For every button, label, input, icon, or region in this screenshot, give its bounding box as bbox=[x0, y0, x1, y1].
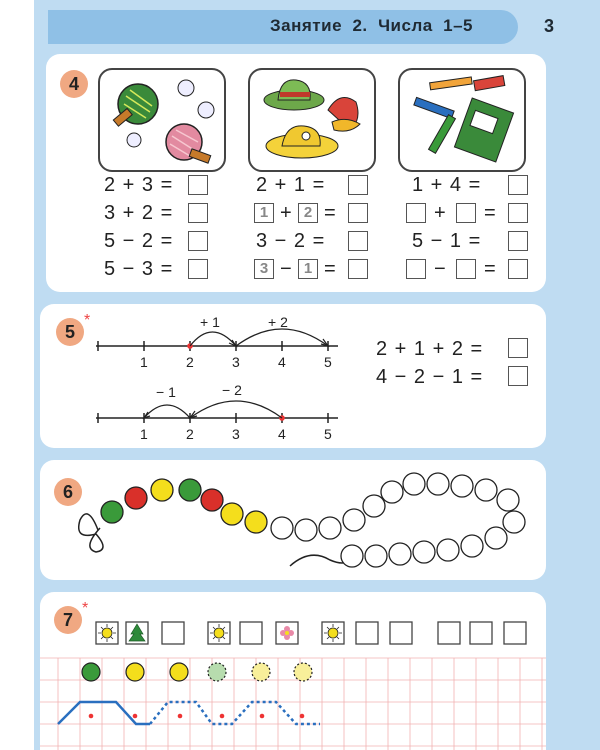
task4-operator: = bbox=[484, 258, 497, 280]
circle-green bbox=[82, 663, 100, 681]
zigzag-dotted bbox=[150, 702, 320, 724]
arc-label: + 1 bbox=[200, 314, 220, 330]
tick-label: 2 bbox=[186, 354, 194, 370]
circle-dotted-yellow bbox=[294, 663, 312, 681]
task5-number: 5 bbox=[56, 318, 84, 346]
task4-eq: 5 − 3 = bbox=[104, 258, 174, 280]
empty-box bbox=[438, 622, 460, 644]
task4-number: 4 bbox=[60, 70, 88, 98]
circle-yellow bbox=[170, 663, 188, 681]
task4-eq: 1 + 4 = bbox=[412, 174, 482, 196]
empty-box bbox=[240, 622, 262, 644]
task4-eq: 3 + 2 = bbox=[104, 202, 174, 224]
tick-label: 3 bbox=[232, 426, 240, 442]
arc-label: − 1 bbox=[156, 384, 176, 400]
task4-operator: = bbox=[484, 202, 497, 224]
dotted-digit-box[interactable]: 1 bbox=[298, 259, 318, 279]
task4-operator: − bbox=[434, 258, 447, 280]
page-number: 3 bbox=[544, 16, 555, 36]
zigzag-dots bbox=[89, 714, 305, 719]
task4-eq: 5 − 1 = bbox=[412, 230, 482, 252]
circle-dotted-green bbox=[208, 663, 226, 681]
tick-label: 3 bbox=[232, 354, 240, 370]
task7-number: 7 bbox=[54, 606, 82, 634]
task4-operator: − bbox=[280, 258, 293, 280]
empty-box bbox=[162, 622, 184, 644]
dotted-digit-box[interactable]: 1 bbox=[254, 203, 274, 223]
empty-box bbox=[390, 622, 412, 644]
arc-label: − 2 bbox=[222, 382, 242, 398]
tick-label: 4 bbox=[278, 354, 286, 370]
sequence-boxes bbox=[96, 622, 526, 644]
tick-label: 5 bbox=[324, 426, 332, 442]
empty-box bbox=[356, 622, 378, 644]
tick-label: 2 bbox=[186, 426, 194, 442]
task4-operator: + bbox=[434, 202, 447, 224]
empty-box bbox=[470, 622, 492, 644]
task4-eq: 3 − 2 = bbox=[256, 230, 326, 252]
task4-eq: 2 + 3 = bbox=[104, 174, 174, 196]
dotted-digit-box[interactable]: 3 bbox=[254, 259, 274, 279]
task4-eq: 5 − 2 = bbox=[104, 230, 174, 252]
tick-label: 1 bbox=[140, 354, 148, 370]
task4-eq: 2 + 1 = bbox=[256, 174, 326, 196]
zigzag-solid bbox=[58, 702, 150, 724]
task6-number: 6 bbox=[54, 478, 82, 506]
grid-lines bbox=[40, 658, 546, 750]
empty-box bbox=[504, 622, 526, 644]
dotted-digit-box[interactable]: 2 bbox=[298, 203, 318, 223]
circle-dotted-yellow bbox=[252, 663, 270, 681]
tick-label: 4 bbox=[278, 426, 286, 442]
task4-operator: + bbox=[280, 202, 293, 224]
task4-operator: = bbox=[324, 258, 337, 280]
tick-label: 1 bbox=[140, 426, 148, 442]
arc-label: + 2 bbox=[268, 314, 288, 330]
page-title: Занятие 2. Числа 1–5 bbox=[270, 16, 474, 35]
task5-star: * bbox=[84, 312, 91, 329]
task5-eq: 4 − 2 − 1 = bbox=[376, 366, 484, 388]
task7-star: * bbox=[82, 600, 89, 617]
task5-eq: 2 + 1 + 2 = bbox=[376, 338, 484, 360]
tick-label: 5 bbox=[324, 354, 332, 370]
task4-operator: = bbox=[324, 202, 337, 224]
circle-yellow bbox=[126, 663, 144, 681]
